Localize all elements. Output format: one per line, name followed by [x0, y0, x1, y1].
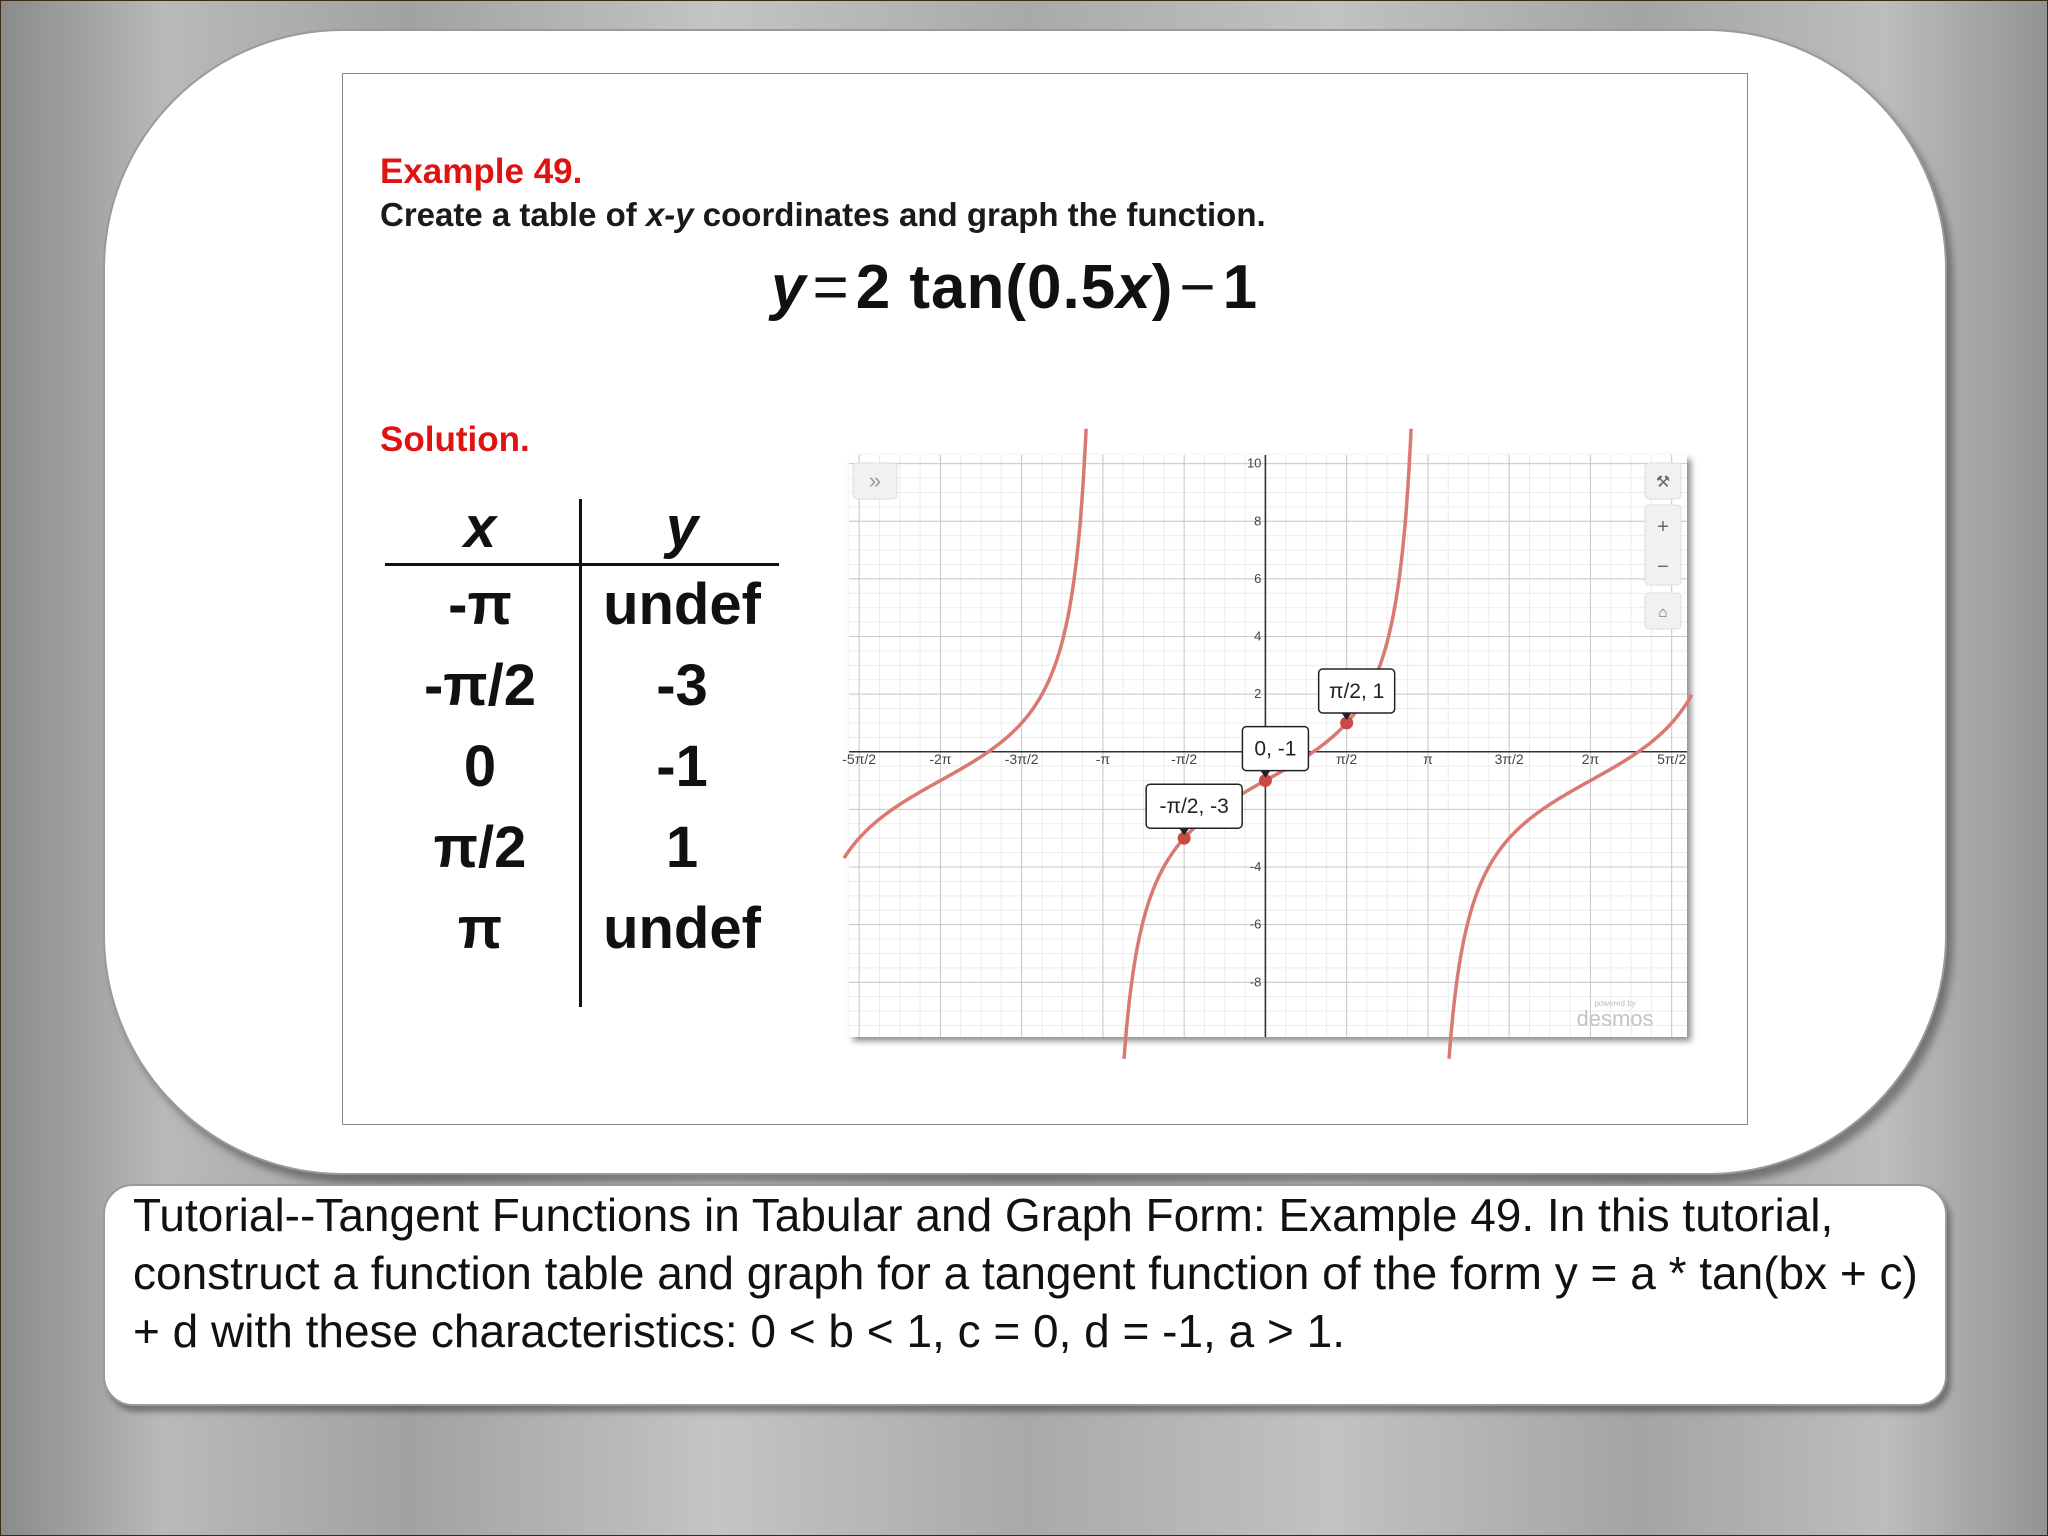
example-title: Example 49. — [380, 152, 583, 191]
wrench-icon: ⚒ — [1655, 474, 1671, 491]
caption-box — [103, 1184, 1947, 1406]
table-cell-x: π/2 — [433, 815, 527, 880]
x-tick-label: π/2 — [1335, 750, 1358, 767]
desmos-graph[interactable] — [842, 455, 1687, 1037]
x-tick-label: -π — [1095, 750, 1111, 767]
x-tick-label: 3π/2 — [1494, 750, 1524, 767]
x-tick-label: 5π/2 — [1657, 750, 1687, 767]
table-cell-x: -π/2 — [423, 653, 537, 718]
zoom-out-icon: − — [1657, 556, 1669, 578]
point-label: 0, -1 — [1254, 737, 1297, 761]
table-divider-horizontal — [385, 563, 779, 566]
table-cell-y: -3 — [656, 653, 708, 718]
double-chevron-icon: » — [868, 468, 882, 493]
y-tick-label: 8 — [1254, 513, 1262, 529]
watermark-small: powered by — [1594, 999, 1636, 1008]
table-cell-y: 1 — [665, 815, 699, 880]
y-tick-label: 4 — [1254, 628, 1262, 644]
table-header-x: x — [463, 495, 497, 560]
x-tick-label: 2π — [1581, 750, 1600, 767]
y-tick-label: 10 — [1246, 455, 1262, 471]
x-tick-label: -π/2 — [1171, 750, 1198, 767]
table-cell-x: -π — [448, 572, 512, 637]
table-cell-y: -1 — [656, 734, 708, 799]
x-tick-label: -2π — [929, 750, 952, 767]
table-cell-x: π — [457, 896, 503, 961]
desmos-watermark: desmos — [1576, 1006, 1654, 1031]
table-header-y: y — [665, 495, 699, 560]
y-tick-label: -8 — [1249, 974, 1262, 990]
zoom-in-icon: + — [1657, 516, 1669, 538]
solution-label: Solution. — [380, 420, 530, 459]
home-icon: ⌂ — [1658, 604, 1668, 621]
x-tick-label: π — [1423, 750, 1433, 767]
point-label: -π/2, -3 — [1159, 795, 1229, 819]
function-equation: y=2 tan(0.5x)−1 — [771, 253, 1259, 322]
y-tick-label: -4 — [1249, 859, 1262, 875]
x-tick-label: -5π/2 — [842, 750, 877, 767]
xy-table — [385, 495, 779, 1085]
y-tick-label: 2 — [1254, 686, 1262, 702]
table-divider-vertical — [579, 499, 582, 1007]
caption-text: Tutorial--Tangent Functions in Tabular and Graph Form: Example 49. In this tutorial, construct a function table and graph for a tangent function of the form y = a * tan(bx + c) + d with these characteristics: 0 < b < 1, c = 0, d = -1, a > 1. — [133, 1189, 1918, 1357]
table-cell-x: 0 — [463, 734, 497, 799]
table-cell-y: undef — [603, 896, 761, 961]
graph-canvas[interactable] — [842, 455, 1687, 1037]
example-instruction: Create a table of x-y coordinates and graph the function. — [380, 196, 1266, 233]
y-tick-label: 6 — [1254, 570, 1262, 586]
x-tick-label: -3π/2 — [1004, 750, 1039, 767]
table-cell-y: undef — [603, 572, 761, 637]
point-label: π/2, 1 — [1328, 679, 1385, 703]
y-tick-label: -6 — [1249, 916, 1262, 932]
